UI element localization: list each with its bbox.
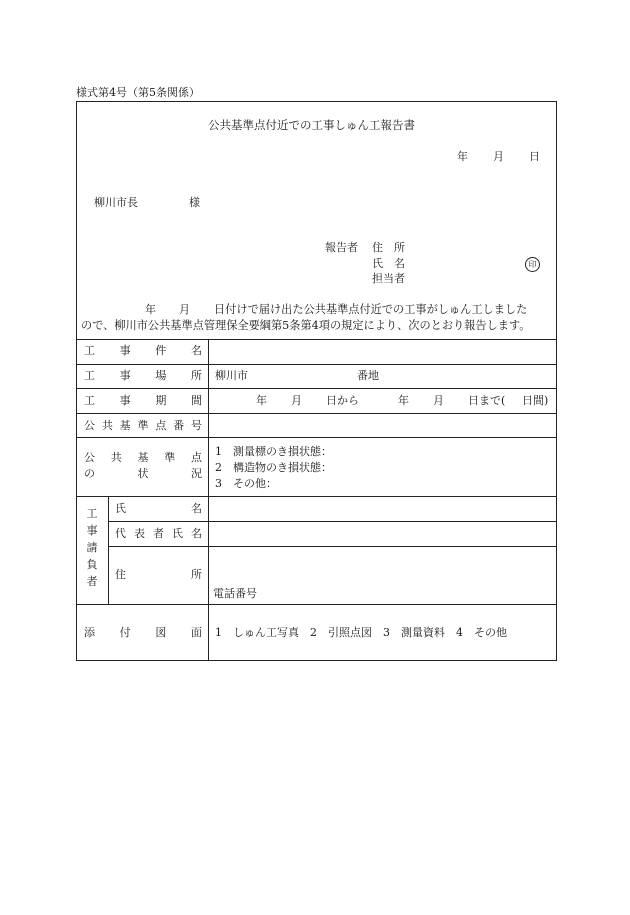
- label-char: 状: [137, 467, 149, 480]
- reporter-contact-label: 担当者: [372, 272, 405, 285]
- label-char: 氏: [172, 527, 183, 540]
- contractor-char-2: 事: [86, 524, 98, 537]
- label-work-name: [84, 345, 202, 356]
- label-char: 況: [191, 467, 202, 480]
- label-contractor-rep: [115, 528, 202, 539]
- contractor-rep-field[interactable]: [210, 523, 554, 544]
- statement-line2: ので、柳川市公共基準点管理保全要綱第5条第4項の規定により、次のとおり報告します。: [81, 319, 531, 332]
- label-char: 図: [155, 626, 167, 639]
- label-char: 基: [137, 451, 149, 464]
- period-days: 日間): [522, 394, 549, 407]
- label-char: 添: [84, 626, 95, 639]
- date-day: 日: [529, 150, 540, 163]
- divider-header: [76, 339, 556, 340]
- label-char: 期: [155, 394, 167, 407]
- statement-month: 月: [179, 303, 190, 316]
- label-contractor-address: [115, 569, 202, 580]
- contractor-char-3: 請: [86, 541, 98, 554]
- label-char: 工: [84, 394, 95, 407]
- label-char: 点: [155, 419, 167, 432]
- period-until: 日まで(: [468, 394, 506, 407]
- label-char: 代: [115, 527, 126, 540]
- label-char: 氏: [115, 502, 126, 515]
- label-char: 番: [173, 419, 185, 432]
- label-bp-number: [84, 420, 202, 431]
- label-attachments: [84, 627, 202, 638]
- label-contractor-name: [115, 503, 202, 514]
- divider-row1: [76, 364, 556, 365]
- label-char: 者: [153, 527, 164, 540]
- contractor-phone-label: 電話番号: [213, 587, 257, 600]
- divider-row5: [76, 496, 556, 497]
- divider-row6: [76, 604, 556, 605]
- bp-status-item-3: 3 その他：: [215, 477, 277, 490]
- label-char: 準: [164, 451, 176, 464]
- contractor-address-label-text: [115, 569, 202, 580]
- bp-number-field[interactable]: [210, 415, 554, 435]
- label-char: 共: [101, 419, 113, 432]
- bp-status-item-2: 2 構造物のき損状態：: [215, 461, 332, 474]
- reporter-label: 報告者: [325, 241, 358, 254]
- period-month1: 月: [291, 394, 302, 407]
- form-reference: 様式第4号（第5条関係）: [76, 86, 200, 99]
- label-char: 所: [190, 369, 202, 382]
- divider-row2: [76, 388, 556, 389]
- bp-status-label-line2: [84, 468, 202, 479]
- label-char: 事: [119, 369, 131, 382]
- label-char: 所: [191, 568, 202, 581]
- label-char: 場: [155, 369, 167, 382]
- label-char: 名: [191, 502, 202, 515]
- date-year: 年: [457, 150, 468, 163]
- column-divider: [208, 339, 209, 660]
- label-char: 工: [84, 369, 95, 382]
- label-char: 住: [115, 568, 126, 581]
- reporter-address-label: 住 所: [372, 241, 405, 254]
- contractor-name-field[interactable]: [210, 498, 554, 519]
- period-year2: 年: [398, 394, 409, 407]
- addressee-name: 柳川市長: [94, 196, 138, 209]
- attachments-label-text: [84, 627, 202, 638]
- label-char: 付: [119, 626, 131, 639]
- label-char: 点: [191, 451, 202, 464]
- label-char: 名: [190, 344, 202, 357]
- label-char: 面: [190, 626, 202, 639]
- bp-status-label-line1: [84, 452, 202, 463]
- statement-year: 年: [145, 303, 156, 316]
- divider-contractor1: [108, 521, 556, 522]
- label-char: の: [84, 467, 95, 480]
- work-place-lot: 番地: [357, 369, 379, 382]
- contractor-group-divider: [108, 496, 109, 604]
- work-name-label-text: [84, 345, 202, 356]
- label-char: 表: [134, 527, 145, 540]
- addressee-honorific: 様: [189, 196, 200, 209]
- attachments-items: 1 しゅん工写真 2 引照点図 3 測量資料 4 その他: [215, 626, 507, 639]
- label-char: 事: [119, 394, 131, 407]
- label-work-period: [84, 395, 202, 406]
- period-month2: 月: [433, 394, 444, 407]
- form-title: 公共基準点付近での工事しゅん工報告書: [208, 118, 415, 132]
- period-from: 日から: [326, 394, 359, 407]
- bp-number-label-text: [84, 420, 202, 431]
- date-month: 月: [493, 150, 504, 163]
- label-char: 事: [119, 344, 131, 357]
- divider-row3: [76, 413, 556, 414]
- label-char: 件: [155, 344, 167, 357]
- label-bp-status-1: [84, 452, 202, 463]
- divider-contractor2: [108, 546, 556, 547]
- label-char: 工: [84, 344, 95, 357]
- contractor-rep-label-text: [115, 528, 202, 539]
- reporter-name-label: 氏 名: [372, 257, 405, 270]
- statement-line1: 日付けで届け出た公共基準点付近での工事がしゅん工しました: [214, 303, 528, 316]
- divider-row4: [76, 437, 556, 438]
- label-work-place: [84, 370, 202, 381]
- work-period-label-text: [84, 395, 202, 406]
- label-char: 準: [137, 419, 149, 432]
- work-place-label-text: [84, 370, 202, 381]
- contractor-char-5: 者: [86, 575, 98, 588]
- contractor-group-label: [84, 508, 100, 593]
- contractor-name-label-text: [115, 503, 202, 514]
- contractor-char-1: 工: [86, 507, 98, 520]
- label-char: 名: [191, 527, 202, 540]
- seal-mark: 印: [525, 257, 540, 272]
- label-bp-status-2: [84, 468, 202, 479]
- label-char: 公: [84, 419, 95, 432]
- period-year1: 年: [256, 394, 267, 407]
- bp-status-item-1: 1 測量標のき損状態：: [215, 445, 332, 458]
- work-name-field[interactable]: [210, 341, 554, 363]
- label-char: 間: [190, 394, 202, 407]
- contractor-char-4: 負: [86, 558, 98, 571]
- work-place-city: 柳川市: [215, 369, 248, 382]
- label-char: 号: [190, 419, 202, 432]
- label-char: 公: [84, 451, 95, 464]
- label-char: 基: [119, 419, 131, 432]
- label-char: 共: [110, 451, 122, 464]
